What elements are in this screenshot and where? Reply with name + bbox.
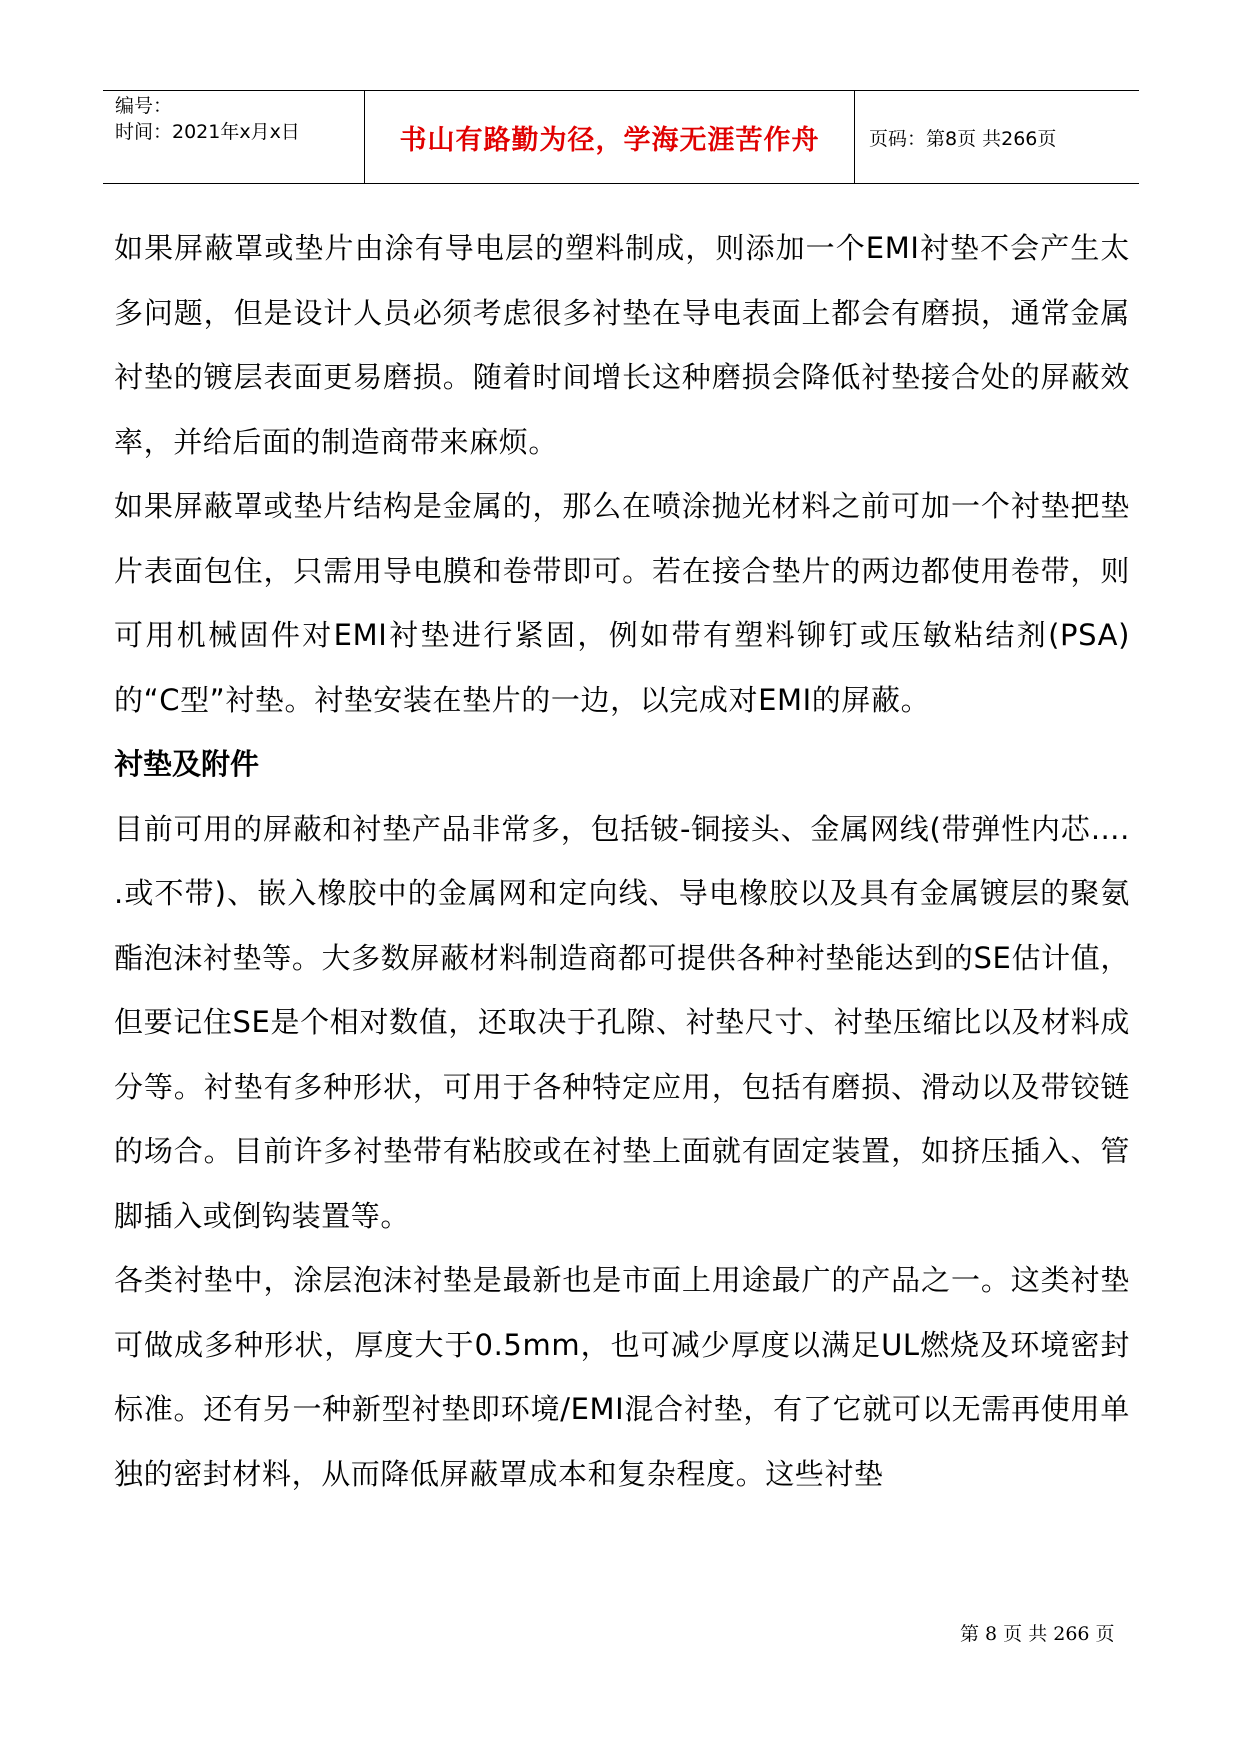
document-number-label: 编号： [115,95,173,117]
header-page-cell [855,91,1139,183]
body-paragraph: 如果屏蔽罩或垫片由涂有导电层的塑料制成，则添加一个EMI衬垫不会产生太多问题，但是设计人员必须考虑很多衬垫在导电表面上都会有磨损，通常金属衬垫的镀层表面更易磨损。随着时间增长这种磨损会降低衬垫接合处的屏蔽效率，并给后面的制造商带来麻烦。 [114,231,1130,459]
body-paragraph: 如果屏蔽罩或垫片结构是金属的，那么在喷涂抛光材料之前可加一个衬垫把垫片表面包住，只需用导电膜和卷带即可。若在接合垫片的两边都使用卷带，则可用机械固件对EMI衬垫进行紧固，例如带有塑料铆钉或压敏粘结剂(PSA)的“C型”衬垫。衬垫安装在垫片的一边，以完成对EMI的屏蔽。 [114,489,1130,717]
header-motto-cell [365,91,855,183]
section-heading: 衬垫及附件 [114,747,260,781]
section-paragraph: 目前可用的屏蔽和衬垫产品非常多，包括铍-铜接头、金属网线(带弹性内芯…. .或不带)、嵌入橡胶中的金属网和定向线、导电橡胶以及具有金属镀层的聚氨酯泡沫衬垫等。大多数屏蔽材料制造商都可提供各种衬垫能达到的SE估计值，但要记住SE是个相对数值，还取决于孔隙、衬垫尺寸、衬垫压缩比以及材料成分等。衬垫有多种形状，可用于各种特定应用，包括有磨损、滑动以及带铰链的场合。目前许多衬垫带有粘胶或在衬垫上面就有固定装置，如挤压插入、管脚插入或倒钩装置等。 [114,811,1130,1233]
page-header [103,90,1139,184]
header-motto: 书山有路勤为径，学海无涯苦作舟 [399,124,820,156]
header-page-code: 页码：第8页 共266页 [869,127,1057,150]
page-footer: 第 8 页 共 266 页 [960,1623,1115,1645]
header-meta-cell [103,91,365,183]
section-paragraph: 各类衬垫中，涂层泡沫衬垫是最新也是市面上用途最广的产品之一。这类衬垫可做成多种形状，厚度大于0.5mm，也可减少厚度以满足UL燃烧及环境密封标准。还有另一种新型衬垫即环境/EMI混合衬垫，有了它就可以无需再使用单独的密封材料，从而降低屏蔽罩成本和复杂程度。这些衬垫 [114,1263,1130,1491]
document-time-label: 时间：2021年x月x日 [115,121,300,143]
document-body [114,216,1130,1506]
